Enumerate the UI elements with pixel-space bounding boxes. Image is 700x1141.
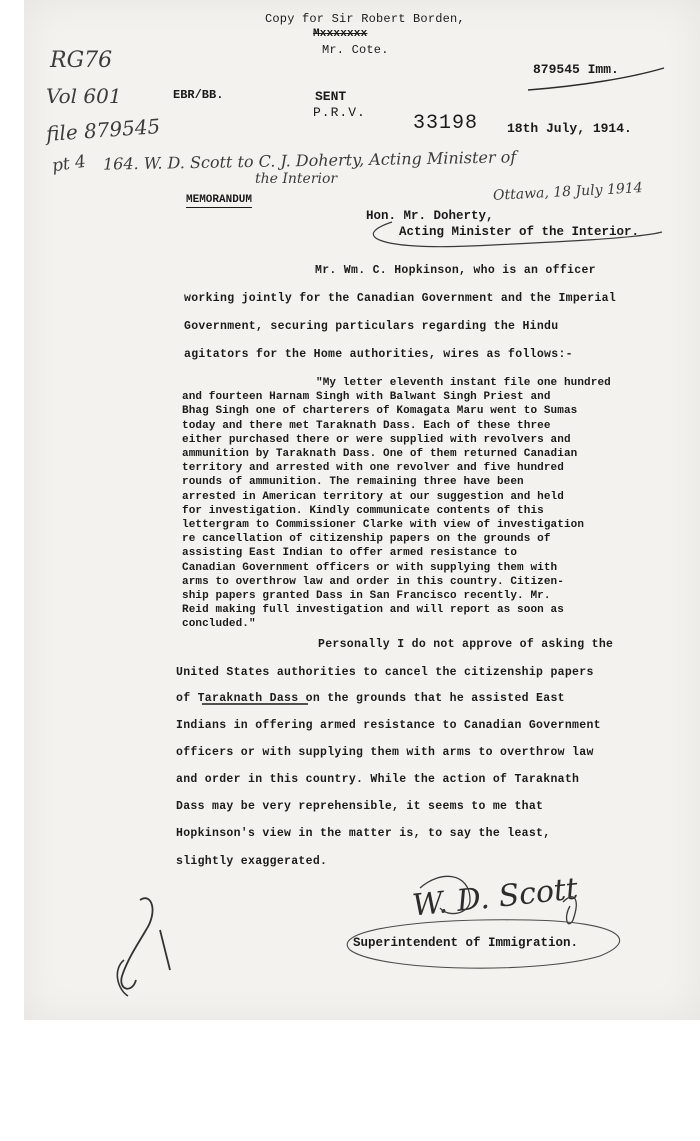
- quote-line: territory and arrested with one revolver and five hundred: [182, 462, 564, 475]
- memo-date: 18th July, 1914.: [507, 121, 632, 136]
- para2-line-1: Personally I do not approve of asking the: [318, 638, 614, 651]
- intro-line-3: Government, securing particulars regarding the Hindu: [184, 320, 559, 333]
- addressee-name: Hon. Mr. Doherty,: [366, 209, 494, 223]
- quote-line: today and there met Taraknath Dass. Each of these three: [182, 419, 551, 432]
- quote-line: concluded.": [182, 618, 256, 631]
- archive-date-note: Ottawa, 18 July 1914: [492, 180, 643, 204]
- signature-title: Superintendent of Immigration.: [353, 936, 579, 950]
- quote-line: arms to overthrow law and order in this country. Citizen-: [182, 575, 564, 588]
- copy-for-line: Copy for Sir Robert Borden,: [265, 12, 465, 26]
- para2-line-6: and order in this country. While the action of Taraknath: [176, 773, 580, 786]
- quote-line: and fourteen Harnam Singh with Balwant Singh Priest and: [182, 391, 551, 404]
- intro-line-2: working jointly for the Canadian Government and the Imperial: [184, 292, 617, 305]
- quote-line: lettergram to Commissioner Clarke with view of investigation: [182, 519, 585, 532]
- quote-line: arrested in American territory at our suggestion and held: [182, 490, 564, 503]
- quote-line: "My letter eleventh instant file one hundred: [316, 377, 611, 389]
- archive-annotation-line1: 164. W. D. Scott to C. J. Doherty, Acting Minister of: [102, 147, 517, 174]
- para2-line-2: United States authorities to cancel the citizenship papers: [176, 666, 594, 679]
- quote-line: either purchased there or were supplied with revolvers and: [182, 433, 571, 446]
- signature-flourish-stroke: [563, 897, 576, 924]
- quote-line: ammunition by Taraknath Dass. One of them returned Canadian: [182, 448, 578, 461]
- quote-line: Reid making full investigation and will report as soon as: [182, 604, 564, 617]
- quote-line: re cancellation of citizenship papers on the grounds of: [182, 533, 551, 546]
- archive-file-note: file 879545: [45, 114, 161, 146]
- para2-line-8: Hopkinson's view in the matter is, to say the least,: [176, 827, 551, 840]
- archive-annotation-line2: the Interior: [255, 171, 338, 187]
- archive-rg-note: RG76: [50, 48, 113, 73]
- intro-line-1: Mr. Wm. C. Hopkinson, who is an officer: [315, 264, 596, 277]
- copy-for-cote-line: Mr. Cote.: [322, 43, 389, 57]
- quote-line: rounds of ammunition. The remaining three have been: [182, 476, 524, 489]
- memo-title: MEMORANDUM: [186, 194, 253, 206]
- archive-volume-note: Vol 601: [46, 84, 122, 108]
- quote-line: assisting East Indian to offer armed resistance to: [182, 547, 518, 560]
- intro-line-4: agitators for the Home authorities, wires as follows:-: [184, 348, 573, 361]
- para2-line-7: Dass may be very reprehensible, it seems to me that: [176, 800, 544, 813]
- copy-for-struck-line: Mxxxxxxx: [313, 28, 368, 40]
- typist-initials: EBR/BB.: [173, 88, 224, 102]
- quote-line: Canadian Government officers or with supplying them with: [182, 561, 558, 574]
- archive-part-note: pt 4: [50, 151, 88, 177]
- sent-stamp: SENT: [315, 89, 347, 104]
- para2-line-9: slightly exaggerated.: [176, 855, 328, 868]
- addressee-swoosh-stroke: [373, 222, 662, 247]
- signature: W. D. Scott: [410, 871, 580, 924]
- para2-line-3: of Taraknath Dass on the grounds that he assisted East: [176, 692, 565, 705]
- registry-number: 33198: [413, 112, 479, 135]
- para2-line-5: officers or with supplying them with arms to overthrow law: [176, 746, 594, 759]
- title-oval-stroke: [347, 920, 619, 968]
- margin-scribble-stroke-3: [160, 930, 170, 970]
- margin-scribble-stroke: [121, 898, 152, 989]
- signature-swirl-stroke: [420, 876, 470, 913]
- file-number-underline-stroke: [528, 68, 664, 90]
- file-number: 879545 Imm.: [533, 62, 619, 77]
- quote-line: for investigation. Kindly communicate contents of this: [182, 504, 544, 517]
- para2-line-4: Indians in offering armed resistance to Canadian Government: [176, 719, 601, 732]
- prv-stamp: P.R.V.: [313, 105, 366, 120]
- quote-line: Bhag Singh one of charterers of Komagata Maru went to Sumas: [182, 405, 578, 418]
- addressee-title: Acting Minister of the Interior.: [399, 225, 640, 239]
- quote-line: ship papers granted Dass in San Francisco recently. Mr.: [182, 590, 551, 603]
